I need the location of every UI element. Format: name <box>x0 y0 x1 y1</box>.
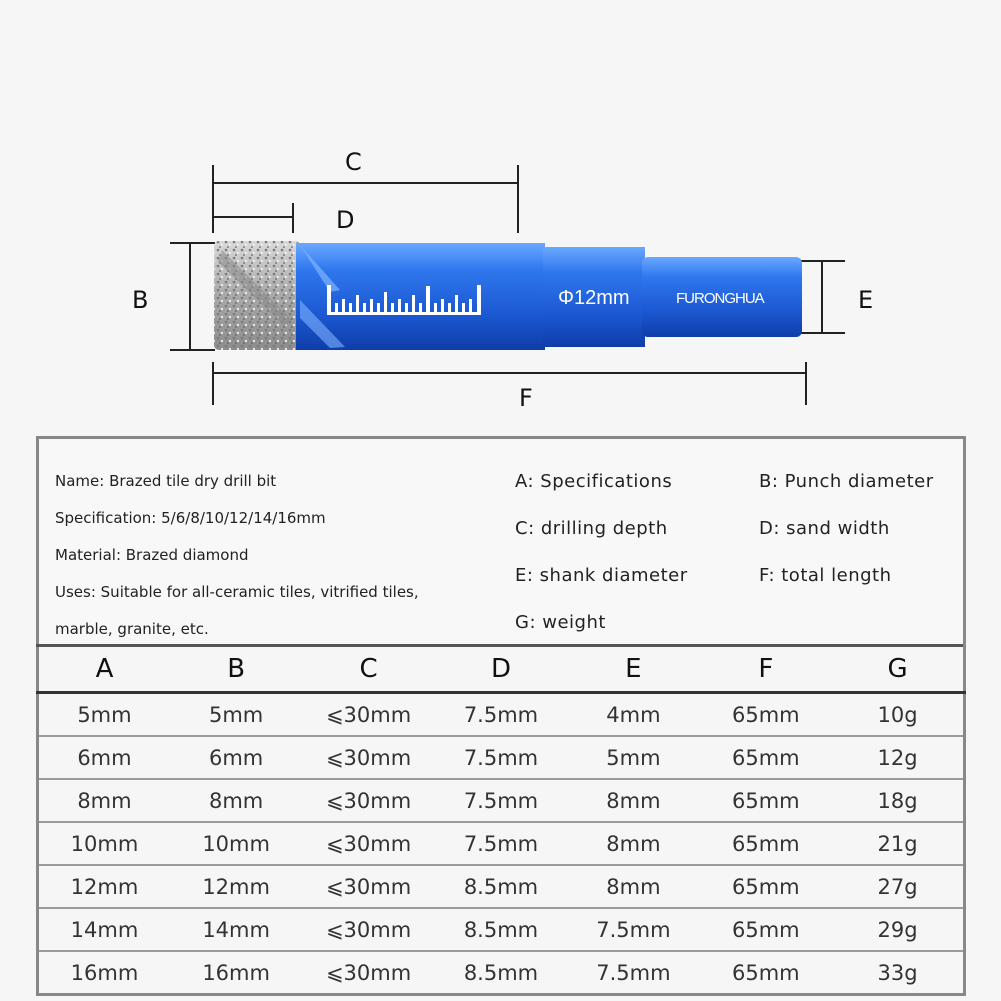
dimension-c <box>213 165 518 233</box>
table-row <box>38 693 965 737</box>
product-material: Material: Brazed diamond <box>55 546 249 564</box>
table-row <box>38 736 965 779</box>
table-cell: ⩽30mm <box>302 908 434 951</box>
dimension-d <box>213 203 293 233</box>
table-cell: 14mm <box>38 908 170 951</box>
table-cell: ⩽30mm <box>302 822 434 865</box>
specification-table <box>36 644 966 996</box>
table-cell: 7.5mm <box>435 736 567 779</box>
dimension-e <box>800 261 845 333</box>
table-cell: 5mm <box>170 693 302 737</box>
legend-b: B: Punch diameter <box>759 471 934 492</box>
table-row <box>38 908 965 951</box>
dimension-d-label: D <box>336 206 355 234</box>
legend-f: F: total length <box>759 565 892 586</box>
table-cell: 16mm <box>70 960 139 985</box>
table-cell: 21g <box>832 822 964 865</box>
table-cell: ⩽30mm <box>302 693 434 737</box>
dimension-c-label: C <box>345 148 362 176</box>
table-cell: 65mm <box>700 693 832 737</box>
table-cell: 65mm <box>700 865 832 908</box>
table-cell: 8.5mm <box>463 960 539 985</box>
table-cell: ⩽30mm <box>325 960 412 985</box>
table-cell: 8.5mm <box>435 908 567 951</box>
table-header-row <box>38 646 965 693</box>
table-cell: 5mm <box>567 736 699 779</box>
table-cell: 18g <box>832 779 964 822</box>
legend-d: D: sand width <box>759 518 890 539</box>
table-cell: 12mm <box>170 865 302 908</box>
table-cell: 10g <box>832 693 964 737</box>
table-cell: 65mm <box>700 822 832 865</box>
table-cell: 6mm <box>38 736 170 779</box>
product-uses: Uses: Suitable for all-ceramic tiles, vitrified tiles, <box>55 583 419 601</box>
table-cell: 10mm <box>170 822 302 865</box>
table-cell: 12g <box>832 736 964 779</box>
drill-bit <box>214 241 802 350</box>
table-cell: 27g <box>832 865 964 908</box>
table-cell: 6mm <box>170 736 302 779</box>
product-info-box <box>36 436 966 644</box>
dimension-f <box>213 362 806 405</box>
product-name: Name: Brazed tile dry drill bit <box>55 472 277 490</box>
table-cell: 12mm <box>38 865 170 908</box>
table-cell: 8mm <box>567 779 699 822</box>
table-cell: 7.5mm <box>435 822 567 865</box>
table-cell: 7.5mm <box>435 779 567 822</box>
dimension-f-label: F <box>519 384 533 412</box>
table-cell: 8mm <box>38 779 170 822</box>
table-cell: ⩽30mm <box>302 779 434 822</box>
table-cell: ⩽30mm <box>302 736 434 779</box>
header-e: E <box>567 646 699 693</box>
table-cell: 65mm <box>732 960 800 985</box>
table-cell: 16mm <box>202 960 270 985</box>
table-cell: 7.5mm <box>596 960 671 985</box>
table-cell: 8mm <box>567 865 699 908</box>
table-cell: 33g <box>877 960 918 985</box>
table-cell: 8mm <box>567 822 699 865</box>
table-cell: ⩽30mm <box>302 865 434 908</box>
header-c: C <box>302 646 434 693</box>
header-a: A <box>38 646 170 693</box>
table-cell: 8mm <box>170 779 302 822</box>
table-row <box>38 951 965 995</box>
legend-g: G: weight <box>515 612 606 633</box>
header-b: B <box>170 646 302 693</box>
table-cell: 8.5mm <box>435 865 567 908</box>
brand-marking: FURONGHUA <box>676 290 764 307</box>
table-cell: 4mm <box>567 693 699 737</box>
table-row <box>38 779 965 822</box>
table-cell: 29g <box>832 908 964 951</box>
table-cell: 10mm <box>38 822 170 865</box>
product-details <box>55 463 419 648</box>
table-row <box>38 822 965 865</box>
table-cell: 7.5mm <box>435 693 567 737</box>
table-cell: 5mm <box>38 693 170 737</box>
legend-c: C: drilling depth <box>515 518 668 539</box>
header-f: F <box>700 646 832 693</box>
legend-a: A: Specifications <box>515 471 673 492</box>
bit-marking: Φ12mm <box>558 287 630 309</box>
dimension-b-label: B <box>132 286 149 314</box>
header-d: D <box>435 646 567 693</box>
table-cell: 14mm <box>170 908 302 951</box>
table-cell: 65mm <box>700 908 832 951</box>
table-cell: 65mm <box>700 779 832 822</box>
header-g: G <box>832 646 964 693</box>
product-specification: Specification: 5/6/8/10/12/14/16mm <box>55 509 326 527</box>
dimension-e-label: E <box>858 286 874 314</box>
product-uses-continued: marble, granite, etc. <box>55 620 209 638</box>
table-cell: 65mm <box>700 736 832 779</box>
bit-body <box>296 243 545 350</box>
table-cell: 7.5mm <box>567 908 699 951</box>
table-row <box>38 865 965 908</box>
drill-bit-diagram <box>0 0 1001 430</box>
dimension-b <box>170 243 215 350</box>
legend-e: E: shank diameter <box>515 565 688 586</box>
